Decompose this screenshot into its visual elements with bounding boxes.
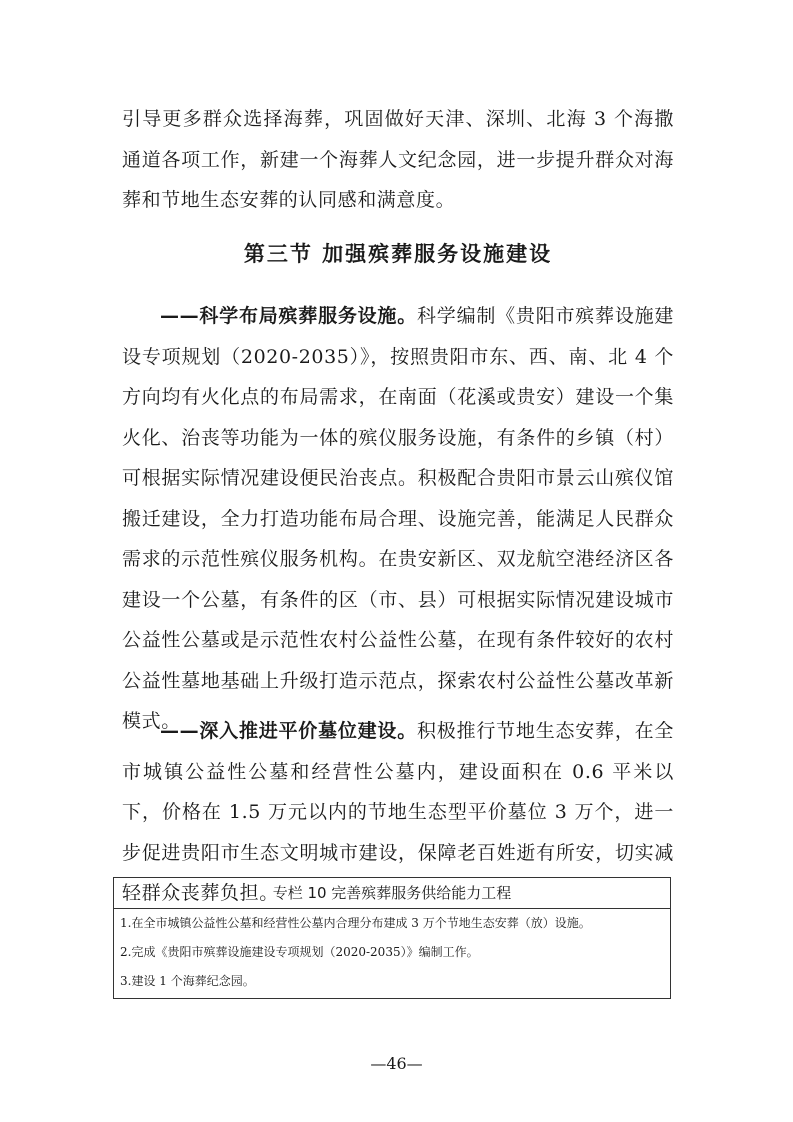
section-title: 第三节 加强殡葬服务设施建设 (243, 242, 553, 266)
column-box-item: 3.建设 1 个海葬纪念园。 (120, 974, 255, 988)
column-box-item: 1.在全市城镇公益性公墓和经营性公墓内合理分布建成 3 万个节地生态安葬（放）设施。 (120, 916, 591, 930)
paragraph-haizang: 引导更多群众选择海葬，巩固做好天津、深圳、北海 3 个海撒通道各项工作，新建一个海葬人文纪念园，进一步提升群众对海葬和节地生态安葬的认同感和满意度。 (122, 108, 674, 211)
paragraph-facility-layout (122, 296, 674, 742)
paragraph-lead-plots: ——深入推进平价墓位建设。 (160, 720, 417, 742)
column-box-item: 2.完成《贵阳市殡葬设施建设专项规划（2020-2035）》编制工作。 (120, 945, 479, 959)
page-number: —46— (370, 1054, 423, 1073)
paragraph-body-layout: 科学编制《贵阳市殡葬设施建设专项规划（2020-2035）》，按照贵阳市东、西、南、北 4 个方向均有火化点的布局需求，在南面（花溪或贵安）建设一个集火化、治丧等功能为一体的殡仪服务设施，有条件的乡镇（村）可根据实际情况建设便民治丧点。积极配合贵阳市景云山殡仪馆搬迁建设，全力打造功能布局合理、设施完善，能满足人民群众需求的示范性殡仪服务机构。在贵安新区、双龙航空港经济区各建设一个公墓，有条件的区（市、县）可根据实际情况建设城市公益性公墓或是示范性农村公益性公墓，在现有条件较好的农村公益性墓地基础上升级打造示范点，探索农村公益性公墓改革新模式。 (122, 305, 674, 732)
column-box-title: 专栏 10 完善殡葬服务供给能力工程 (114, 878, 670, 909)
paragraph-lead-layout: ——科学布局殡葬服务设施。 (160, 305, 417, 327)
column-box (113, 877, 671, 999)
paragraph-body-plots: 积极推行节地生态安葬，在全市城镇公益性公墓和经营性公墓内，建设面积在 0.6 平米以下，价格在 1.5 万元以内的节地生态型平价墓位 3 万个，进一步促进贵阳市生态文明城市建设，保障老百姓逝有所安，切实减轻群众丧葬负担。 (122, 720, 674, 904)
